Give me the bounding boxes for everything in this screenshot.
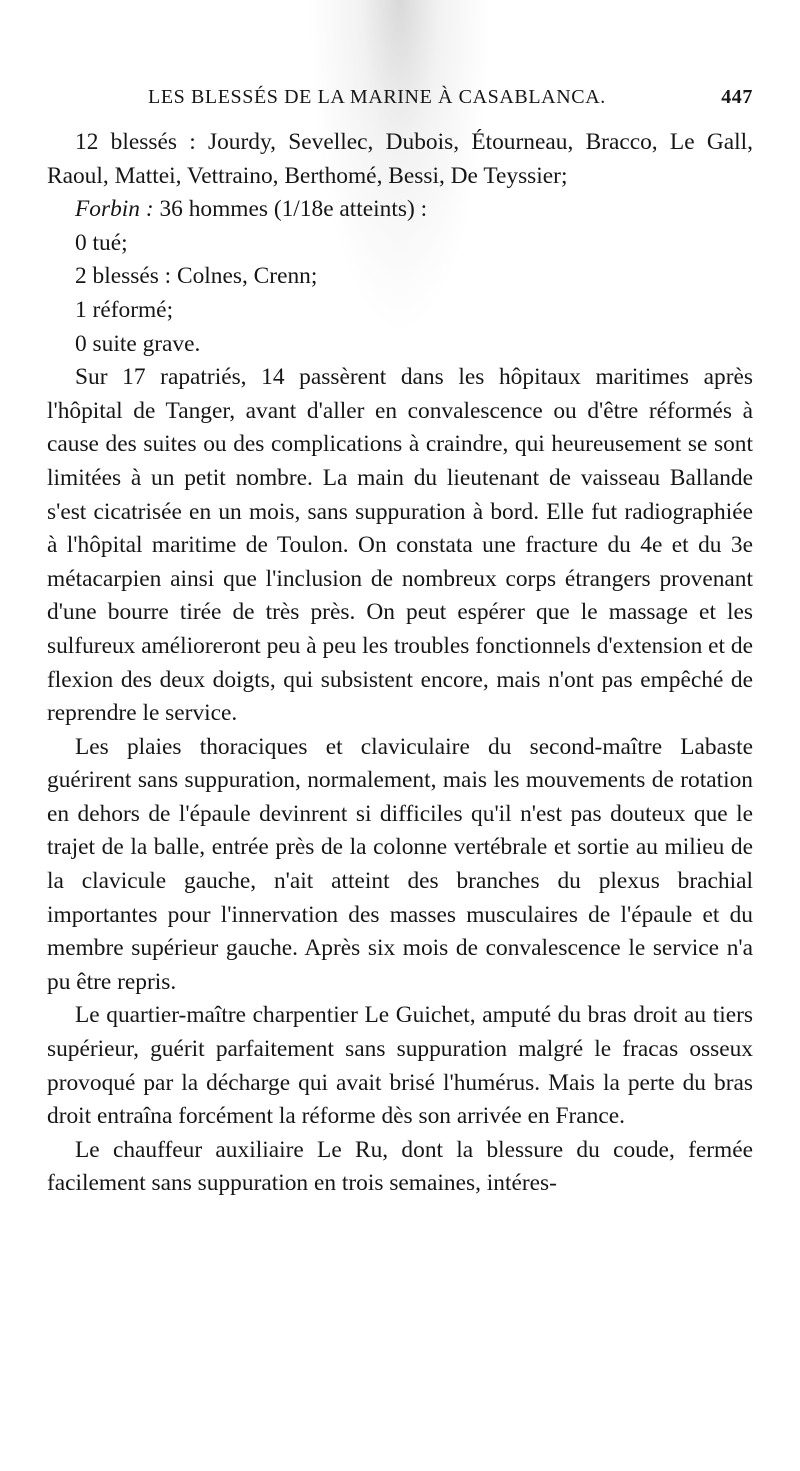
ship-name: Forbin : bbox=[75, 196, 154, 223]
list-item: 1 réformé; bbox=[75, 296, 174, 323]
paragraph-le-guichet: Le quartier-maître charpentier Le Guichet, amputé du bras droit au tiers supérieur, guérit parfaitement sans suppuration malgré le fracas osseux provoqué par la décharge qui avait brisé l'humérus. Mais la perte du bras droit entraîna forcément la réforme dès son arrivée en France. bbox=[47, 1002, 753, 1130]
paragraph-le-ru: Le chauffeur auxiliaire Le Ru, dont la blessure du coude, fermée facilement sans suppuration en trois semaines, intéres- bbox=[47, 1136, 753, 1197]
forbin-line bbox=[47, 193, 753, 227]
forbin-count: 36 hommes (1/18e atteints) : bbox=[153, 196, 428, 223]
page-number: 447 bbox=[721, 86, 753, 108]
list-item: 0 tué; bbox=[75, 229, 128, 256]
running-title: LES BLESSÉS DE LA MARINE À CASABLANCA. bbox=[148, 86, 606, 108]
body-text bbox=[47, 126, 753, 1201]
page-header bbox=[48, 86, 753, 122]
list-item: 2 blessés : Colnes, Crenn; bbox=[75, 263, 318, 290]
paragraph-repatriated: Sur 17 rapatriés, 14 passèrent dans les hôpitaux maritimes après l'hôpital de Tanger, avant d'aller en convalescence ou d'être réformés à cause des suites ou des complications à craindre, qui heureusement se sont limitées à un petit nombre. La main du lieutenant de vaisseau Ballande s'est cicatrisée en un mois, sans suppuration à bord. Elle fut radiographiée à l'hôpital maritime de Toulon. On constata une fracture du 4e et du 3e métacarpien ainsi que l'inclusion de nombreux corps étrangers provenant d'une bourre tirée de très près. On peut espérer que le massage et les sulfureux amélioreront peu à peu les troubles fonctionnels d'extension et de flexion des deux doigts, qui subsistent encore, mais n'ont pas empêché de reprendre le service. bbox=[47, 364, 753, 727]
paragraph-wounded-list: 12 blessés : Jourdy, Sevellec, Dubois, Étourneau, Bracco, Le Gall, Raoul, Mattei, Vettraino, Berthomé, Bessi, De Teyssier; bbox=[47, 129, 753, 189]
paragraph-labaste: Les plaies thoraciques et claviculaire du second-maître Labaste guérirent sans suppuration, normalement, mais les mouvements de rotation en dehors de l'épaule devinrent si difficiles qu'il n'est pas douteux que le trajet de la balle, entrée près de la colonne vertébrale et sortie au milieu de la clavicule gauche, n'ait atteint des branches du plexus brachial importantes pour l'innervation des masses musculaires de l'épaule et du membre supérieur gauche. Après six mois de convalescence le service n'a pu être repris. bbox=[47, 733, 753, 995]
list-item: 0 suite grave. bbox=[75, 330, 201, 357]
